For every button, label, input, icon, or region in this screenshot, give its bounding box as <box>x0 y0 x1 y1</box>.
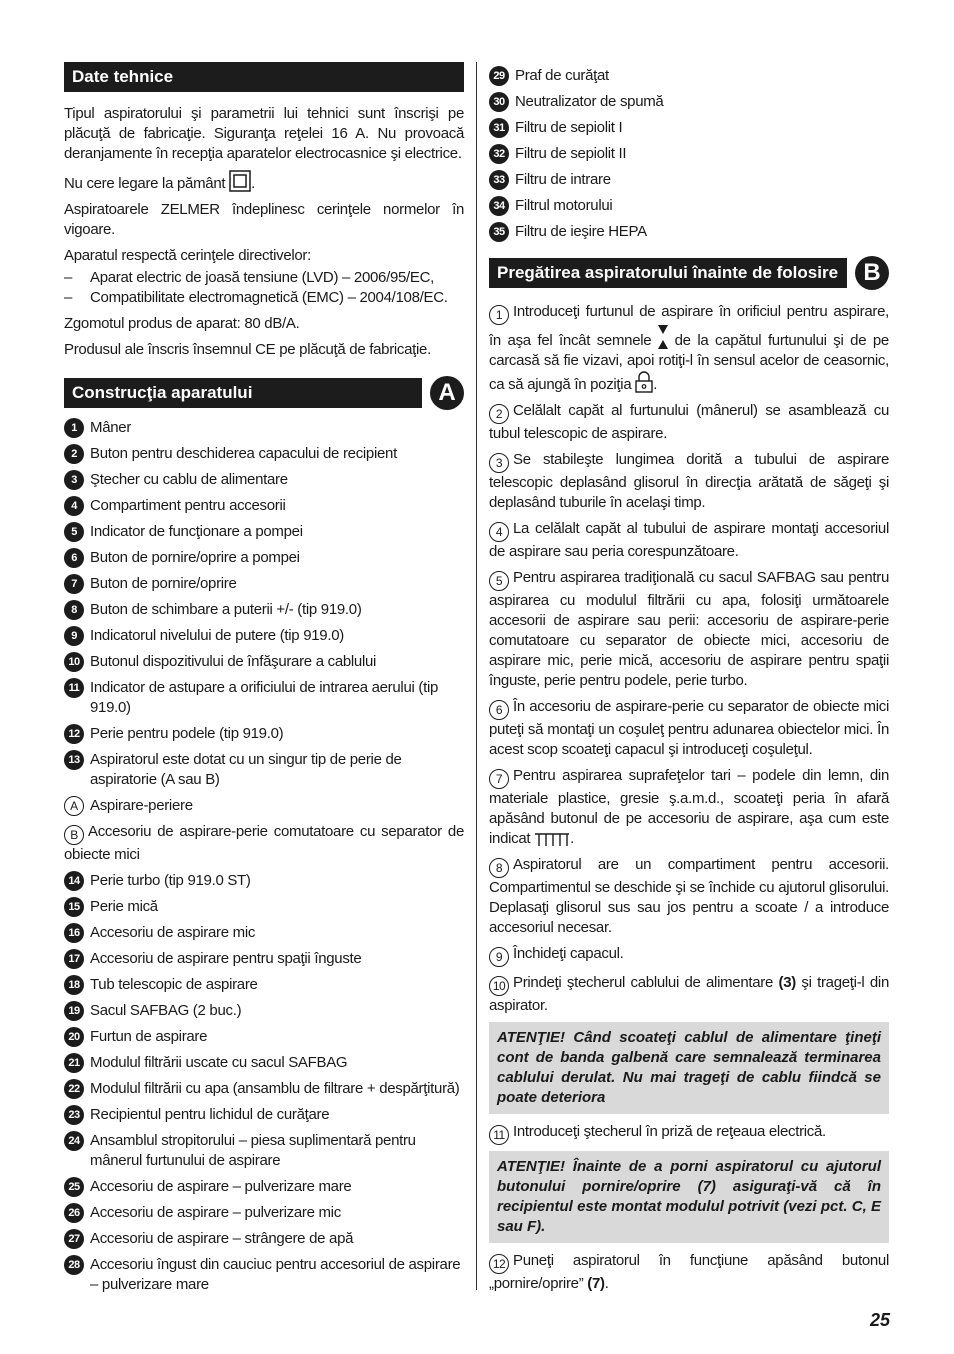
item-text: Recipientul pentru lichidul de curăţare <box>90 1106 330 1123</box>
item-number: 33 <box>489 170 509 190</box>
item-text: Buton de pornire/oprire a pompei <box>90 549 300 566</box>
item-text: Buton pentru deschiderea capacului de recipient <box>90 445 397 462</box>
directive-item: – Compatibilitate electromagnetică (EMC) – 2004/108/EC. <box>64 289 448 306</box>
step-text: Închideţi capacul. <box>513 945 624 962</box>
tech-norms: Aspiratoarele ZELMER îndeplinesc cerinţele normelor în vigoare. <box>64 201 464 238</box>
step-number: 10 <box>489 976 509 996</box>
item-text: Aspirare-periere <box>90 797 193 814</box>
item-letter-b: B <box>64 825 84 845</box>
section-header-construct <box>64 376 464 410</box>
warning-box: ATENŢIE! Când scoateţi cablul de alimentare ţineţi cont de banda galbenă care semnalează terminarea cablului derulat. Nu mai trageţi de cablu fiindcă se poate deteriora <box>489 1022 889 1114</box>
section-title-construct: Construcţia aparatului <box>64 378 422 408</box>
item-text: Tub telescopic de aspirare <box>90 976 258 993</box>
step-text: Aspiratorul are un compartiment pentru accesorii. Compartimentul se deschide şi se închide cu ajutorul glisorului. Deplasaţi glisorul sus sau jos pentru a scoate / a introduce accesoriul necesar. <box>489 856 889 936</box>
list-item <box>64 1053 464 1073</box>
right-column <box>489 66 889 1300</box>
list-item <box>64 678 464 718</box>
item-number: 32 <box>489 144 509 164</box>
list-item <box>489 144 889 164</box>
step-text: Pentru aspirarea tradiţională cu sacul SAFBAG sau pentru aspirarea cu modulul filtrării cu apa, folosiţi următoarele accesorii de aspirare sau perii: accesoriu de aspirare-perie comutatoare cu separator de obiecte mici, accesoriu de aspirare mic, perie mică, accesoriu de aspirare pentru spaţii înguste, perie pentru podele, perie turbo. <box>489 569 889 689</box>
item-number: 15 <box>64 897 84 917</box>
step-2 <box>489 401 889 444</box>
step-number: 12 <box>489 1254 509 1274</box>
section-letter-a: A <box>430 376 464 410</box>
lock-icon <box>635 371 653 393</box>
step-text: Introduceţi ştecherul în priză de reţeaua electrică. <box>513 1123 826 1140</box>
parts-list <box>64 418 464 790</box>
step-ref: (7) <box>587 1275 605 1292</box>
list-item <box>64 1229 464 1249</box>
list-item <box>64 600 464 620</box>
step-text: Puneţi aspiratorul în funcţiune apăsând butonul „pornire/oprire” <box>489 1252 889 1292</box>
tech-ground-text: Nu cere legare la pământ <box>64 175 226 192</box>
list-item <box>489 66 889 86</box>
list-item <box>489 196 889 216</box>
step-3 <box>489 450 889 513</box>
item-number: 6 <box>64 548 84 568</box>
item-number: 5 <box>64 522 84 542</box>
item-text: Compartiment pentru accesorii <box>90 497 286 514</box>
list-item <box>64 796 464 816</box>
step-number: 2 <box>489 404 509 424</box>
list-item <box>64 444 464 464</box>
item-text: Filtru de sepiolit II <box>515 145 627 162</box>
page-number: 25 <box>870 1310 891 1330</box>
item-text: Perie turbo (tip 919.0 ST) <box>90 872 251 889</box>
item-text: Accesoriu de aspirare pentru spaţii înguste <box>90 950 362 967</box>
step-number: 3 <box>489 453 509 473</box>
item-number: 18 <box>64 975 84 995</box>
item-text: Praf de curăţat <box>515 67 609 84</box>
list-item <box>64 1105 464 1125</box>
item-text: Accesoriu de aspirare – pulverizare mare <box>90 1178 352 1195</box>
item-text: Perie mică <box>90 898 158 915</box>
item-text: Aspiratorul este dotat cu un singur tip de perie de aspiratorie (A sau B) <box>90 751 402 788</box>
section-header-tech: Date tehnice <box>64 62 464 92</box>
list-item <box>64 923 464 943</box>
step-12: 12 Puneţi aspiratorul în funcţiune apăsând butonul „pornire/oprire” (7). <box>489 1252 889 1292</box>
list-item <box>64 822 464 865</box>
list-item <box>64 949 464 969</box>
step-text: Prindeţi ştecherul cablului de alimentare <box>513 974 774 991</box>
step-text: Se stabileşte lungimea dorită a tubului de aspirare telescopic deplasând glisorul în direcţia arătată de săgeţi şi deplasând tuburile în acelaşi timp. <box>489 451 889 511</box>
item-text: Perie pentru podele (tip 919.0) <box>90 725 284 742</box>
item-text: Indicator de astupare a orificiului de intrarea aerului (tip 919.0) <box>90 679 439 716</box>
item-number: 25 <box>64 1177 84 1197</box>
item-number: 28 <box>64 1255 84 1275</box>
list-item <box>64 418 464 438</box>
step-ref: (3) <box>778 974 796 991</box>
step-number: 6 <box>489 700 509 720</box>
list-item <box>64 1131 464 1171</box>
list-item <box>64 470 464 490</box>
item-text: Indicatorul nivelului de putere (tip 919.0) <box>90 627 344 644</box>
item-number: 14 <box>64 871 84 891</box>
item-number: 19 <box>64 1001 84 1021</box>
item-text: Filtru de intrare <box>515 171 611 188</box>
step-text: Pentru aspirarea suprafeţelor tari – podele din lemn, din materiale plastice, gresie ş.a.m.d., scoateţi peria în afară apăsând butonul de pe accesoriu de aspirare, aşa cum este indicat <box>489 767 889 847</box>
item-number: 8 <box>64 600 84 620</box>
item-text: Sacul SAFBAG (2 buc.) <box>90 1002 242 1019</box>
step-number: 9 <box>489 947 509 967</box>
step-number: 4 <box>489 522 509 542</box>
step-text: şi trageţi-l din aspirator. <box>489 974 890 1014</box>
item-letter-a: A <box>64 796 84 816</box>
tech-noise: Zgomotul produs de aparat: 80 dB/A. <box>64 315 300 332</box>
parts-list-3 <box>489 66 889 242</box>
list-item <box>64 1079 464 1099</box>
warning-box: ATENŢIE! Înainte de a porni aspiratorul cu ajutorul butonului pornire/oprire (7) asiguraţi-vă că în recipientul este montat modulul potrivit (vezi pct. C, E sau F). <box>489 1151 889 1243</box>
item-text: Accesoriu de aspirare – pulverizare mic <box>90 1204 341 1221</box>
step-number: 1 <box>489 305 509 325</box>
item-number: 3 <box>64 470 84 490</box>
double-insulation-icon <box>229 170 251 192</box>
parts-list-2 <box>64 871 464 1295</box>
step-4 <box>489 519 889 562</box>
step-1: 1 Introduceţi furtunul de aspirare în orificiul pentru aspirare, în aşa fel încât semnele de la capătul furtunului şi de pe carcasă să fie vizavi, apoi rotiţi-l în sensul acelor de ceasornic, ca să ajungă în poziţia . <box>489 303 889 393</box>
list-item <box>489 222 889 242</box>
tech-paragraph: Tipul aspiratorului şi parametrii lui tehnici sunt înscrişi pe plăcuţă de fabricaţie. Siguranţa reţelei 16 A. Nu provoacă deranjamente în recepţia aparatelor electrocasnice şi electrice. <box>64 105 464 162</box>
item-number: 16 <box>64 923 84 943</box>
item-number: 1 <box>64 418 84 438</box>
list-item <box>489 118 889 138</box>
list-item <box>64 975 464 995</box>
item-text: Butonul dispozitivului de înfăşurare a cablului <box>90 653 377 670</box>
list-item <box>64 496 464 516</box>
item-text: Accesoriu îngust din cauciuc pentru accesoriul de aspirare – pulverizare mare <box>90 1256 461 1293</box>
item-number: 26 <box>64 1203 84 1223</box>
item-text: Filtrul motorului <box>515 197 613 214</box>
list-item <box>64 1177 464 1197</box>
item-number: 22 <box>64 1079 84 1099</box>
list-item <box>64 548 464 568</box>
item-text: Accesoriu de aspirare-perie comutatoare cu separator de obiecte mici <box>64 823 464 863</box>
item-number: 9 <box>64 626 84 646</box>
step-number: 11 <box>489 1125 509 1145</box>
item-text: Filtru de ieşire HEPA <box>515 223 647 240</box>
item-number: 13 <box>64 750 84 770</box>
item-text: Buton de pornire/oprire <box>90 575 237 592</box>
section-header-prep <box>489 256 889 290</box>
list-item <box>64 1255 464 1295</box>
item-text: Ştecher cu cablu de alimentare <box>90 471 288 488</box>
column-divider <box>476 62 477 1290</box>
left-column <box>64 62 464 1301</box>
list-item <box>64 574 464 594</box>
item-number: 7 <box>64 574 84 594</box>
directive-text: Aparat electric de joasă tensiune (LVD) – 2006/95/EC, <box>90 269 435 286</box>
list-item <box>64 652 464 672</box>
list-item <box>64 1203 464 1223</box>
item-number: 23 <box>64 1105 84 1125</box>
tech-ground: Nu cere legare la pământ . <box>64 170 464 194</box>
item-number: 35 <box>489 222 509 242</box>
item-number: 20 <box>64 1027 84 1047</box>
item-text: Indicator de funcţionare a pompei <box>90 523 303 540</box>
item-number: 27 <box>64 1229 84 1249</box>
item-number: 2 <box>64 444 84 464</box>
item-text: Neutralizator de spumă <box>515 93 664 110</box>
item-text: Filtru de sepiolit I <box>515 119 623 136</box>
step-text: La celălalt capăt al tubului de aspirare montaţi accesoriul de aspirare sau peria corespunzătoare. <box>489 520 889 560</box>
item-text: Modulul filtrării uscate cu sacul SAFBAG <box>90 1054 348 1071</box>
step-9 <box>489 944 889 967</box>
list-item <box>489 92 889 112</box>
item-text: Accesoriu de aspirare – strângere de apă <box>90 1230 354 1247</box>
step-10 <box>489 973 889 1016</box>
item-text: Mâner <box>90 419 132 436</box>
list-item <box>64 1027 464 1047</box>
brush-retract-icon <box>534 831 570 847</box>
list-item <box>64 871 464 891</box>
list-item <box>64 724 464 744</box>
item-number: 11 <box>64 678 84 698</box>
step-5 <box>489 568 889 691</box>
item-number: 29 <box>489 66 509 86</box>
item-number: 31 <box>489 118 509 138</box>
step-number: 7 <box>489 769 509 789</box>
item-number: 24 <box>64 1131 84 1151</box>
item-text: Accesoriu de aspirare mic <box>90 924 256 941</box>
item-text: Furtun de aspirare <box>90 1028 208 1045</box>
item-text: Ansamblul stropitorului – piesa suplimentară pentru mânerul furtunului de aspirare <box>90 1132 416 1169</box>
step-text: Introduceţi furtunul de aspirare în orificiul pentru aspirare, în aşa fel încât semnele <box>489 303 889 349</box>
list-item <box>64 522 464 542</box>
item-text: Modulul filtrării cu apa (ansamblu de filtrare + despărţitură) <box>90 1080 460 1097</box>
step-text: de la capătul furtunului şi de pe carcasă să fie vizavi, apoi rotiţi-l în sensul acelor de ceasornic, ca să ajungă în poziţia <box>489 332 889 393</box>
item-number: 30 <box>489 92 509 112</box>
item-text: Buton de schimbare a puterii +/- (tip 919.0) <box>90 601 362 618</box>
list-item <box>64 750 464 790</box>
step-8 <box>489 855 889 938</box>
step-6 <box>489 697 889 760</box>
alignment-mark-icon <box>658 325 668 349</box>
section-title-prep: Pregătirea aspiratorului înainte de folosire <box>489 258 847 288</box>
item-number: 4 <box>64 496 84 516</box>
item-number: 21 <box>64 1053 84 1073</box>
tech-directives: Aparatul respectă cerinţele directivelor: <box>64 247 311 264</box>
tech-ce: Produsul ale înscris însemnul CE pe plăcuţă de fabricaţie. <box>64 341 431 358</box>
list-item <box>64 626 464 646</box>
list-item <box>64 1001 464 1021</box>
step-text: În accesoriu de aspirare-perie cu separator de obiecte mici puteţi să montaţi un coşuleţ pentru adunarea obiectelor mici. În acest scop scoateţi capacul şi introduceţi coşuleţul. <box>489 698 889 758</box>
list-item <box>64 897 464 917</box>
step-text: Celălalt capăt al furtunului (mânerul) se asamblează cu tubul telescopic de aspirare. <box>489 402 889 442</box>
item-number: 34 <box>489 196 509 216</box>
list-item <box>489 170 889 190</box>
step-7: 7 Pentru aspirarea suprafeţelor tari – podele din lemn, din materiale plastice, gresie ş.a.m.d., scoateţi peria în afară apăsând butonul de pe accesoriu de aspirare, aşa cum este indicat . <box>489 767 889 847</box>
item-number: 10 <box>64 652 84 672</box>
directive-item: – Aparat electric de joasă tensiune (LVD) – 2006/95/EC, <box>64 269 435 286</box>
step-number: 8 <box>489 858 509 878</box>
directive-text: Compatibilitate electromagnetică (EMC) – 2004/108/EC. <box>90 289 448 306</box>
step-number: 5 <box>489 571 509 591</box>
item-number: 17 <box>64 949 84 969</box>
step-11 <box>489 1122 889 1145</box>
section-letter-b: B <box>855 256 889 290</box>
item-number: 12 <box>64 724 84 744</box>
